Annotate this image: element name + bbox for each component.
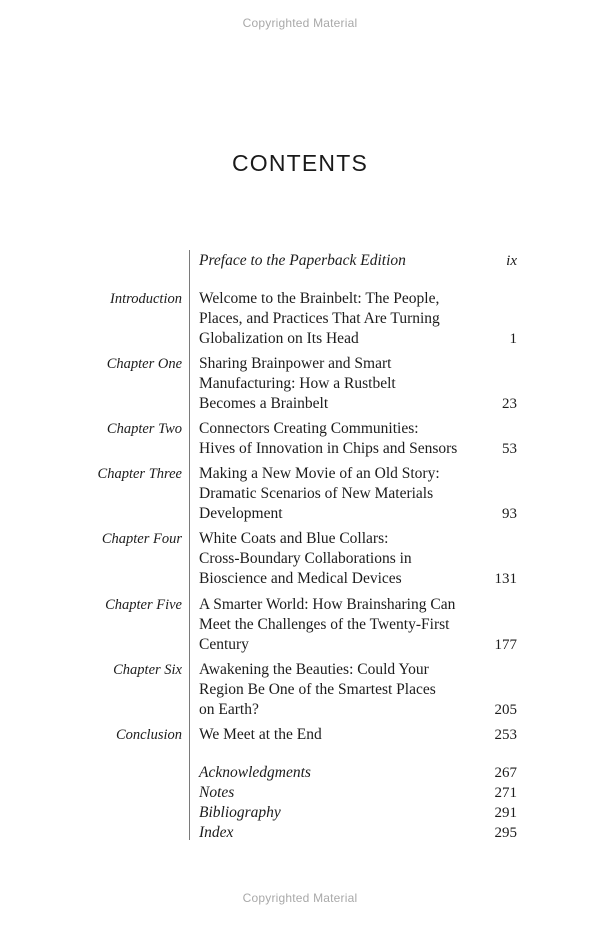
toc-page-number: 1 — [509, 331, 517, 347]
toc-entry-title — [199, 763, 489, 783]
toc-chapter-label: Chapter Three — [97, 466, 182, 482]
toc-page-number: 23 — [502, 396, 517, 412]
watermark-top: Copyrighted Material — [242, 16, 358, 30]
toc-entry-line: Places, and Practices That Are Turning — [199, 310, 440, 327]
toc-entry-title — [199, 419, 489, 459]
toc-entry-line: Hives of Innovation in Chips and Sensors — [199, 440, 458, 457]
page-title: CONTENTS — [231, 150, 369, 176]
toc-entry-line: Acknowledgments — [199, 764, 311, 781]
toc-chapter-label: Chapter Five — [105, 597, 182, 613]
toc-entry-line: Welcome to the Brainbelt: The People, — [199, 290, 440, 307]
toc-page-number: 271 — [494, 785, 517, 801]
toc-page-number: 53 — [502, 441, 517, 457]
toc-chapter-label: Chapter One — [106, 356, 182, 372]
toc-page-number: 267 — [494, 765, 517, 781]
toc-entry-title — [199, 725, 489, 745]
toc-page-number: 205 — [494, 702, 517, 718]
toc-entry-line: Development — [199, 505, 283, 522]
toc-entry-line: Bibliography — [199, 804, 281, 821]
toc-page-number: 93 — [502, 506, 517, 522]
toc-page-number: 253 — [494, 727, 517, 743]
toc-entry-title — [199, 595, 489, 655]
toc-entry-line: Bioscience and Medical Devices — [199, 570, 402, 587]
toc-page-number: 295 — [494, 825, 517, 841]
toc-entry-line: Preface to the Paperback Edition — [199, 252, 406, 269]
toc-entry-title — [199, 660, 489, 720]
toc-page-number: 177 — [494, 637, 517, 653]
toc-entry-line: Region Be One of the Smartest Places — [199, 681, 436, 698]
toc-entry-title — [199, 464, 489, 524]
toc-entry-line: Awakening the Beauties: Could Your — [199, 661, 429, 678]
toc-entry-line: We Meet at the End — [199, 726, 322, 743]
toc-chapter-label: Chapter Two — [106, 421, 182, 437]
toc-entry-line: Connectors Creating Communities: — [199, 420, 419, 437]
toc-entry-line: Century — [199, 636, 249, 653]
toc-entry-line: White Coats and Blue Collars: — [199, 530, 389, 547]
toc-entry-title — [199, 354, 489, 414]
toc-entry-line: Meet the Challenges of the Twenty-First — [199, 616, 450, 633]
vertical-divider — [189, 250, 190, 840]
toc-entry-title — [199, 289, 489, 349]
toc-entry-line: Making a New Movie of an Old Story: — [199, 465, 440, 482]
toc-entry-title — [199, 251, 489, 271]
toc-entry-line: Sharing Brainpower and Smart — [199, 355, 392, 372]
toc-entry-line: on Earth? — [199, 701, 259, 718]
toc-chapter-label: Conclusion — [115, 727, 182, 743]
toc-entry-line: Dramatic Scenarios of New Materials — [199, 485, 434, 502]
toc-entry-title — [199, 783, 489, 803]
toc-entry-line: Globalization on Its Head — [199, 330, 359, 347]
toc-page-number: ix — [506, 253, 517, 269]
toc-page-number: 131 — [494, 571, 517, 587]
toc-entry-title — [199, 803, 489, 823]
toc-chapter-label: Introduction — [110, 291, 182, 307]
toc-page-number: 291 — [494, 805, 517, 821]
toc-entry-line: Notes — [199, 784, 235, 801]
toc-entry-title — [199, 823, 489, 843]
toc-entry-line: Becomes a Brainbelt — [199, 395, 329, 412]
watermark-bottom: Copyrighted Material — [242, 891, 358, 905]
toc-chapter-label: Chapter Six — [113, 662, 182, 678]
toc-entry-line: Manufacturing: How a Rustbelt — [199, 375, 396, 392]
toc-entry-line: A Smarter World: How Brainsharing Can — [199, 596, 456, 613]
toc-entry-line: Cross-Boundary Collaborations in — [199, 550, 412, 567]
toc-entry-line: Index — [199, 824, 234, 841]
toc-chapter-label: Chapter Four — [101, 531, 182, 547]
toc-entry-title — [199, 529, 489, 589]
